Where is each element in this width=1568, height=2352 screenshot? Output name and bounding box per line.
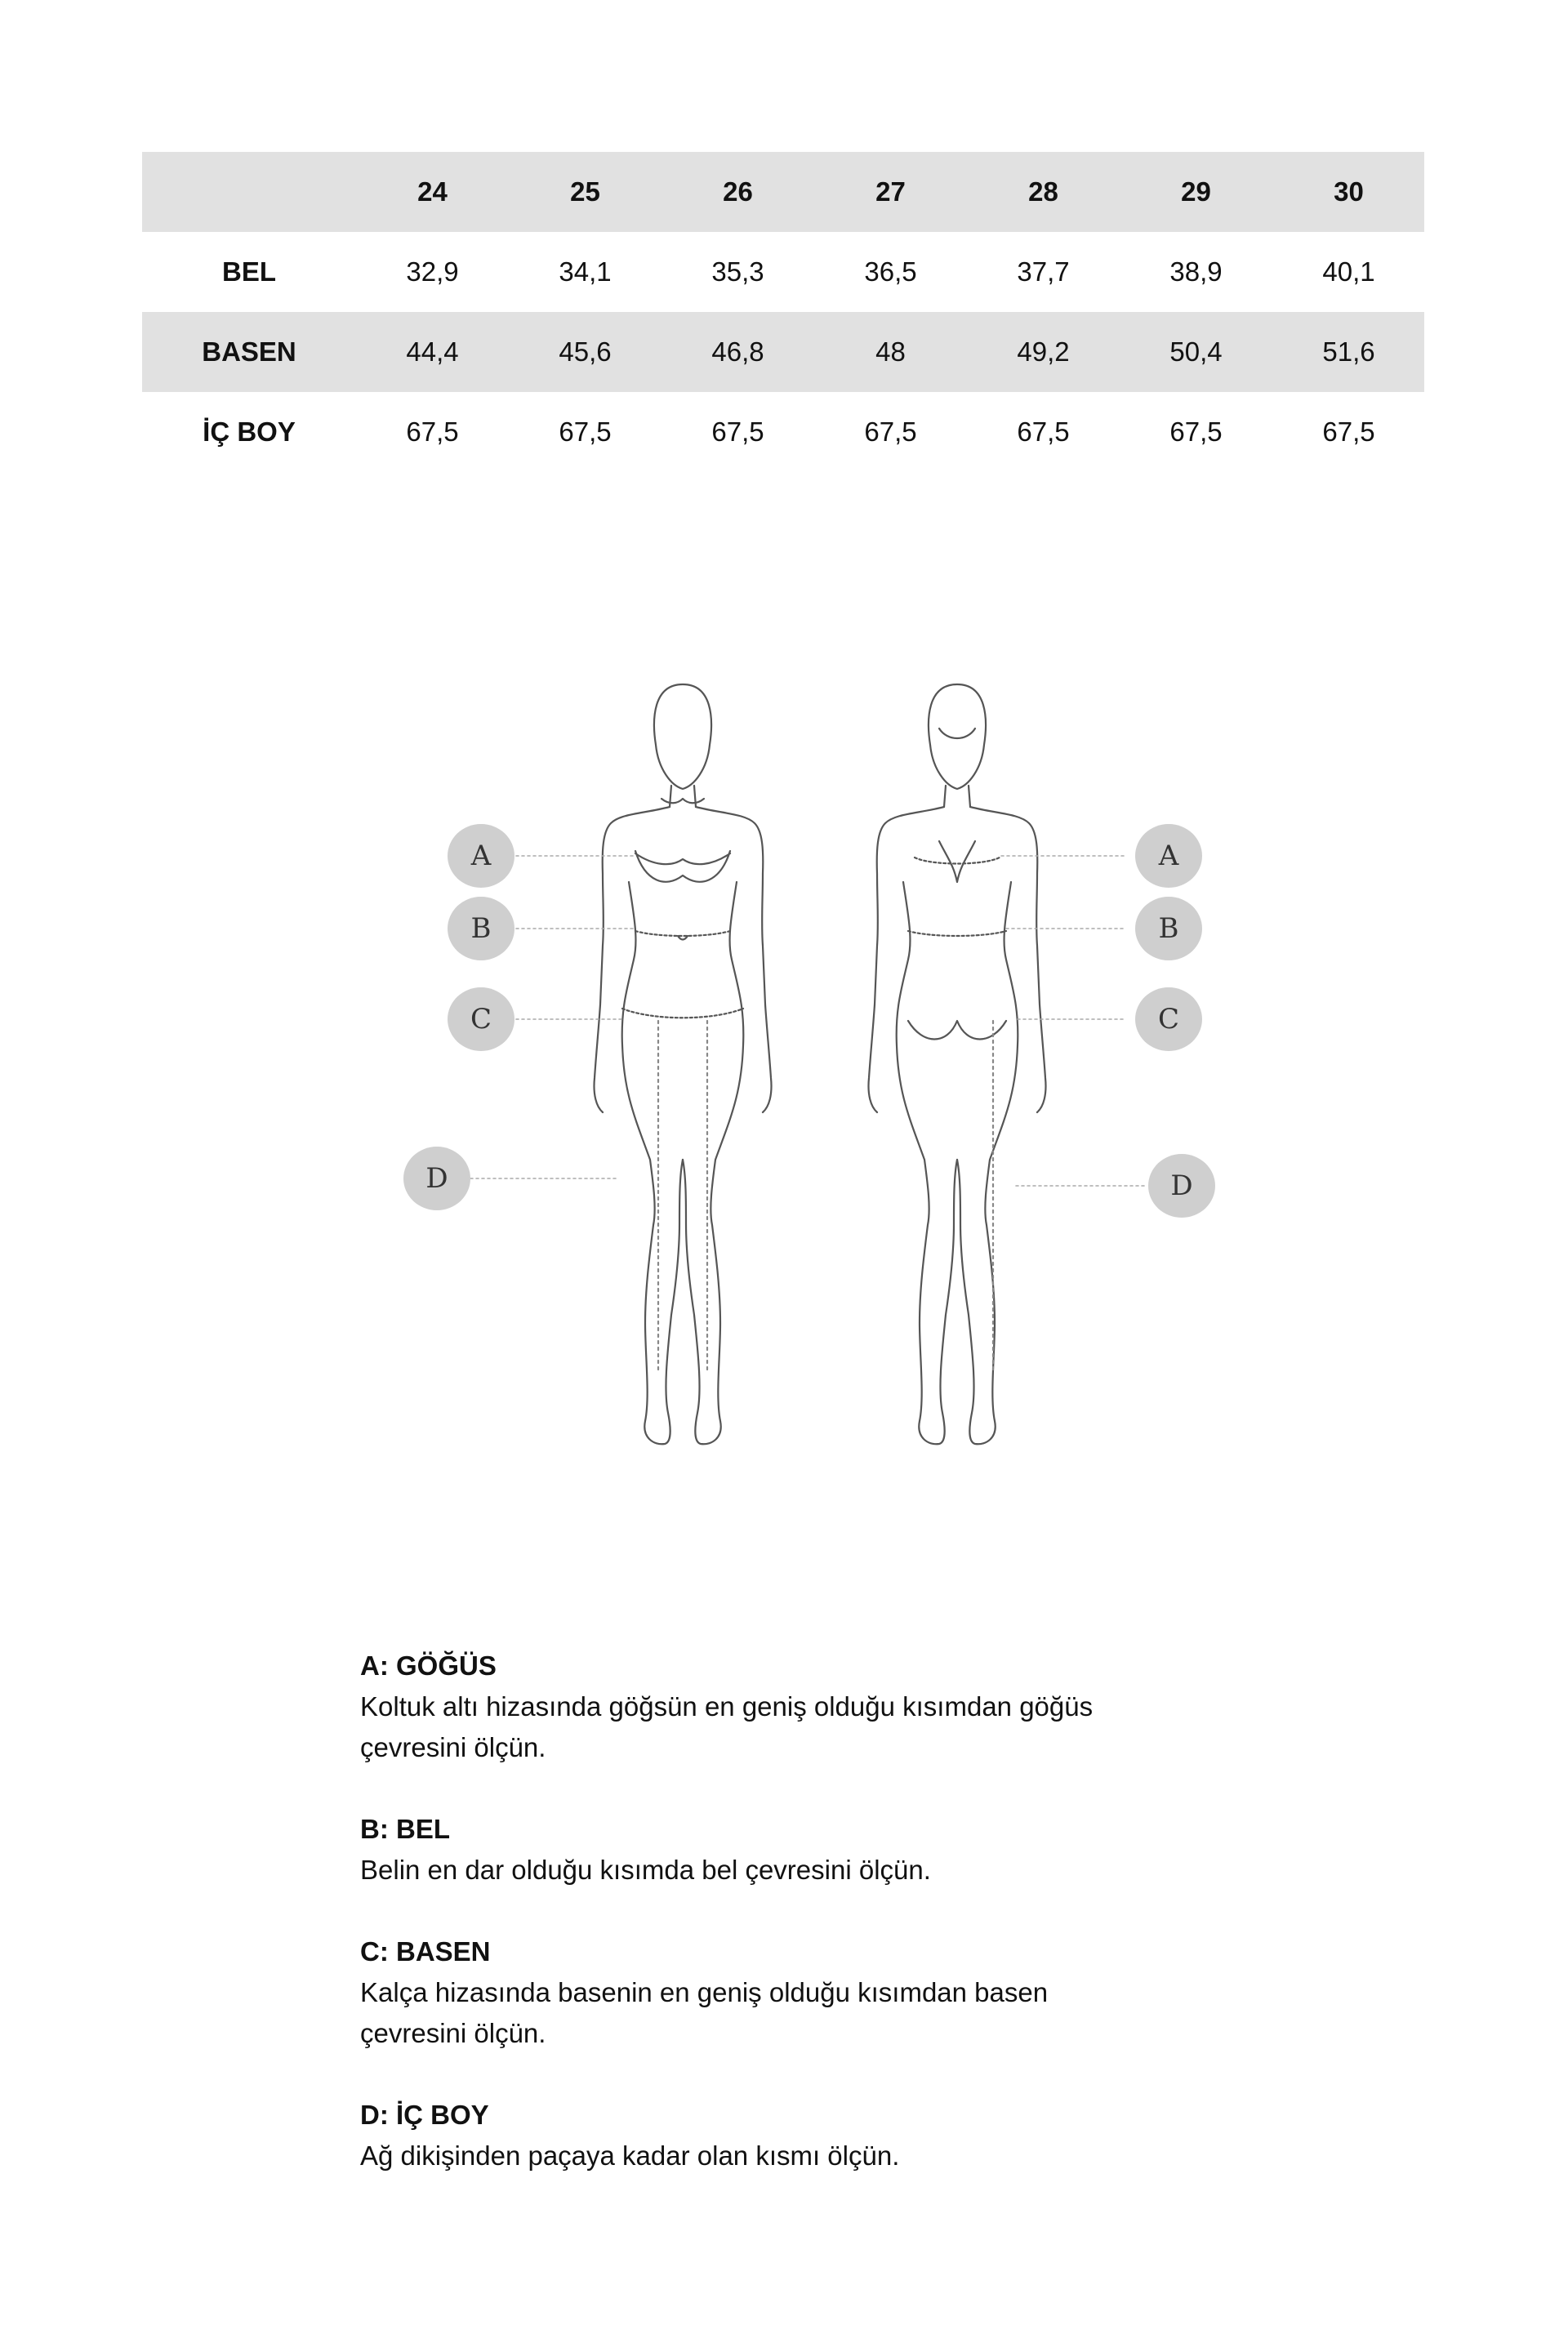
table-cell: 49,2	[1017, 336, 1070, 367]
table-cell: 67,5	[1322, 416, 1375, 447]
table-cell: 51,6	[1322, 336, 1375, 367]
marker-c-back: C	[1135, 987, 1202, 1051]
table-cell: 34,1	[559, 256, 612, 287]
instruction-title: D: İÇ BOY	[360, 2100, 489, 2130]
instruction-item	[360, 2095, 1177, 2176]
table-cell: 36,5	[864, 256, 917, 287]
instruction-title: B: BEL	[360, 1814, 450, 1844]
table-cell: 50,4	[1169, 336, 1223, 367]
marker-a-back: A	[1135, 824, 1202, 888]
row-label: İÇ BOY	[203, 416, 296, 447]
table-header-cell: 29	[1181, 176, 1211, 207]
table-cell: 44,4	[406, 336, 459, 367]
marker-a-front: A	[448, 824, 514, 888]
table-cell: 67,5	[1169, 416, 1223, 447]
table-cell: 40,1	[1322, 256, 1375, 287]
table-cell: 38,9	[1169, 256, 1223, 287]
table-row	[142, 312, 1424, 392]
table-header-cell: 27	[875, 176, 906, 207]
table-cell: 67,5	[711, 416, 764, 447]
table-header-cell: 30	[1334, 176, 1364, 207]
table-cell: 48	[875, 336, 906, 367]
marker-b-back: B	[1135, 897, 1202, 960]
measurement-instructions	[360, 1646, 1177, 2217]
table-row	[142, 392, 1424, 472]
instruction-text: Belin en dar olduğu kısımda bel çevresini ölçün.	[360, 1855, 931, 1885]
marker-b-front: B	[448, 897, 514, 960]
instruction-item	[360, 1931, 1177, 2054]
table-cell: 67,5	[1017, 416, 1070, 447]
row-label: BASEN	[202, 336, 296, 367]
instruction-text: Koltuk altı hizasında göğsün en geniş olduğu kısımdan göğüs çevresini ölçün.	[360, 1691, 1094, 1762]
table-header-cell: 28	[1028, 176, 1058, 207]
table-cell: 67,5	[864, 416, 917, 447]
size-table	[142, 152, 1424, 472]
marker-guides	[470, 856, 1147, 1186]
table-cell: 46,8	[711, 336, 764, 367]
instruction-item	[360, 1809, 1177, 1891]
instruction-text: Kalça hizasında basenin en geniş olduğu kısımdan basen çevresini ölçün.	[360, 1977, 1049, 2048]
measurement-diagram	[0, 637, 1568, 1478]
marker-d-back: D	[1148, 1154, 1215, 1218]
back-figure	[868, 684, 1045, 1444]
table-cell: 32,9	[406, 256, 459, 287]
table-header-row	[142, 152, 1424, 232]
table-cell: 35,3	[711, 256, 764, 287]
table-header-cell: 25	[570, 176, 600, 207]
table-cell: 45,6	[559, 336, 612, 367]
table-row	[142, 232, 1424, 312]
marker-c-front: C	[448, 987, 514, 1051]
front-figure	[594, 684, 771, 1444]
instruction-item	[360, 1646, 1177, 1768]
table-cell: 67,5	[406, 416, 459, 447]
row-label: BEL	[222, 256, 276, 287]
table-cell: 37,7	[1017, 256, 1070, 287]
instruction-text: Ağ dikişinden paçaya kadar olan kısmı ölçün.	[360, 2140, 900, 2171]
figure-illustration	[0, 637, 1568, 1478]
table-header-cell: 26	[723, 176, 753, 207]
instruction-title: A: GÖĞÜS	[360, 1650, 497, 1681]
instruction-title: C: BASEN	[360, 1936, 491, 1967]
table-cell: 67,5	[559, 416, 612, 447]
marker-d-front: D	[403, 1147, 470, 1210]
table-header-cell: 24	[417, 176, 448, 207]
